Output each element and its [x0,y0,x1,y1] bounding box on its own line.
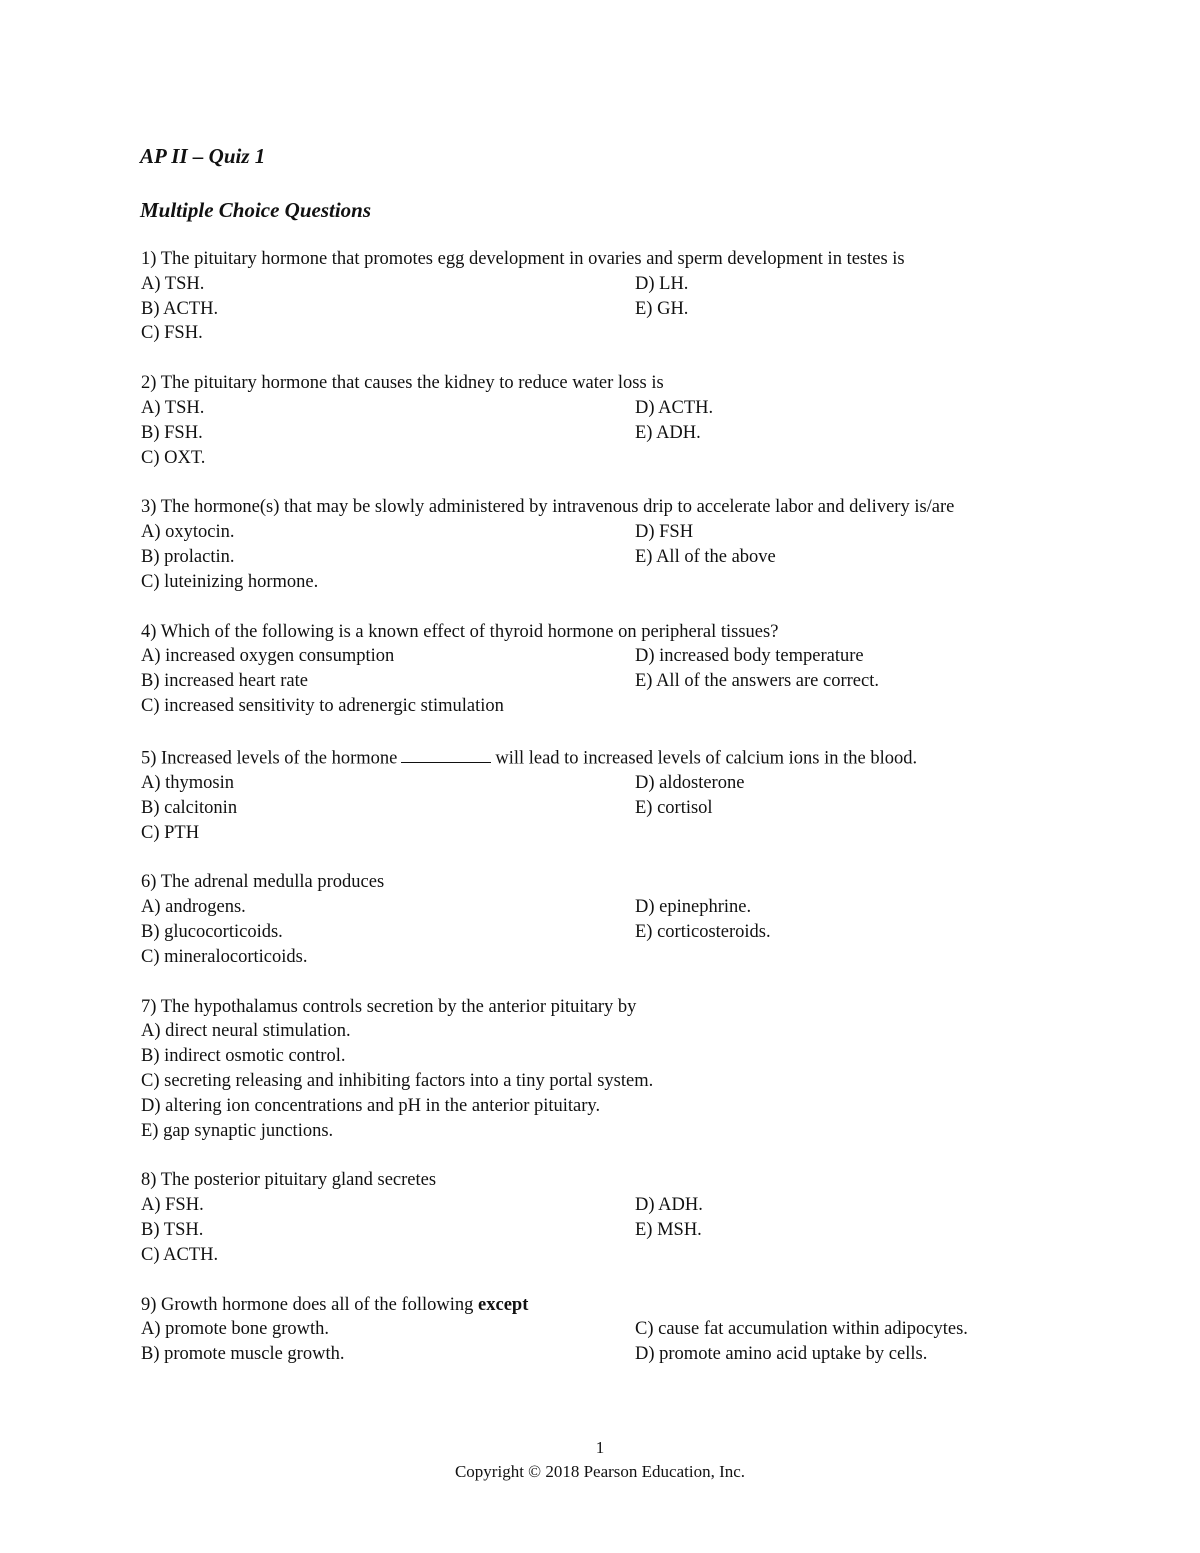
option-b: B) promote muscle growth. [141,1344,345,1365]
option-d: D) FSH [635,522,694,543]
question-stem: 6) The adrenal medulla produces [141,872,385,893]
answer-options [141,272,1046,346]
question-stem: 1) The pituitary hormone that promotes egg development in ovaries and sperm development in testes is [141,249,905,269]
option-b: B) ACTH. [141,298,219,319]
option-b: B) TSH. [141,1220,204,1240]
question-9 [141,1293,1046,1367]
copyright-notice: Copyright © 2018 Pearson Education, Inc. [454,1462,746,1481]
question-3 [141,495,1046,594]
option-e: E) cortisol [635,797,713,818]
question-stem [141,1293,1046,1318]
quiz-title: AP II – Quiz 1 [140,144,266,168]
question-6 [141,870,1046,969]
option-a: A) thymosin [141,773,235,794]
option-d: D) LH. [635,273,689,294]
option-a: A) TSH. [141,397,205,418]
question-stem: 8) The posterior pituitary gland secretes [141,1170,437,1191]
option-d: D) altering ion concentrations and pH in the anterior pituitary. [141,1095,601,1116]
question-stem: 7) The hypothalamus controls secretion by the anterior pituitary by [141,996,637,1017]
option-e: E) GH. [635,298,689,319]
question-7 [141,995,1046,1144]
option-e: E) MSH. [635,1220,702,1240]
question-4 [141,620,1046,719]
option-c: C) cause fat accumulation within adipocytes. [635,1319,968,1340]
option-a: A) increased oxygen consumption [141,646,395,667]
question-list [141,247,1046,1392]
stem-text: 9) Growth hormone does all of the following [141,1294,474,1315]
answer-options [141,771,1046,845]
option-a: A) FSH. [141,1195,204,1216]
question-1 [141,247,1046,346]
fill-in-blank [401,744,491,764]
stem-text-after: will lead to increased levels of calcium ions in the blood. [495,748,918,769]
option-c: C) secreting releasing and inhibiting factors into a tiny portal system. [141,1071,654,1092]
answer-options [141,1317,1046,1367]
stem-text-before: 5) Increased levels of the hormone [141,748,398,769]
option-e: E) gap synaptic junctions. [141,1120,334,1141]
question-stem: 2) The pituitary hormone that causes the kidney to reduce water loss is [141,373,664,394]
option-d: D) epinephrine. [635,897,752,918]
option-e: E) All of the above [635,546,776,567]
option-a: A) androgens. [141,897,246,918]
option-d: D) promote amino acid uptake by cells. [635,1344,928,1365]
option-e: E) All of the answers are correct. [635,671,879,692]
option-c: C) ACTH. [141,1244,219,1265]
answer-options [141,1193,1046,1267]
option-c: C) luteinizing hormone. [141,571,319,592]
option-c: C) PTH [141,822,200,843]
question-stem [141,744,1046,771]
option-c: C) FSH. [141,323,203,344]
option-a: A) direct neural stimulation. [141,1021,351,1042]
page-number: 1 [595,1438,605,1457]
answer-options [141,644,1046,718]
answer-options [141,520,1046,594]
option-c: C) increased sensitivity to adrenergic stimulation [141,695,504,716]
option-b: B) FSH. [141,422,203,443]
answer-options [141,396,1046,470]
answer-options [141,895,1046,969]
option-d: D) ADH. [635,1195,703,1216]
option-b: B) prolactin. [141,546,235,567]
option-b: B) glucocorticoids. [141,922,283,943]
option-d: D) aldosterone [635,773,745,794]
option-b: B) calcitonin [141,797,238,818]
option-c: C) mineralocorticoids. [141,946,308,967]
option-b: B) indirect osmotic control. [141,1046,346,1067]
option-c: C) OXT. [141,447,206,468]
section-heading: Multiple Choice Questions [140,198,372,222]
answer-options [141,1019,1046,1143]
question-8 [141,1168,1046,1267]
option-d: D) increased body temperature [635,646,864,667]
option-e: E) corticosteroids. [635,922,771,943]
option-a: A) promote bone growth. [141,1319,330,1340]
option-b: B) increased heart rate [141,671,308,692]
question-2 [141,371,1046,470]
option-e: E) ADH. [635,422,701,443]
question-stem: 4) Which of the following is a known effect of thyroid hormone on peripheral tissues? [141,621,779,642]
stem-emphasis: except [478,1294,529,1315]
option-a: A) TSH. [141,273,205,294]
option-a: A) oxytocin. [141,522,235,543]
question-stem: 3) The hormone(s) that may be slowly administered by intravenous drip to accelerate labor and delivery is/are [141,497,955,518]
option-d: D) ACTH. [635,397,714,418]
question-5 [141,744,1046,846]
